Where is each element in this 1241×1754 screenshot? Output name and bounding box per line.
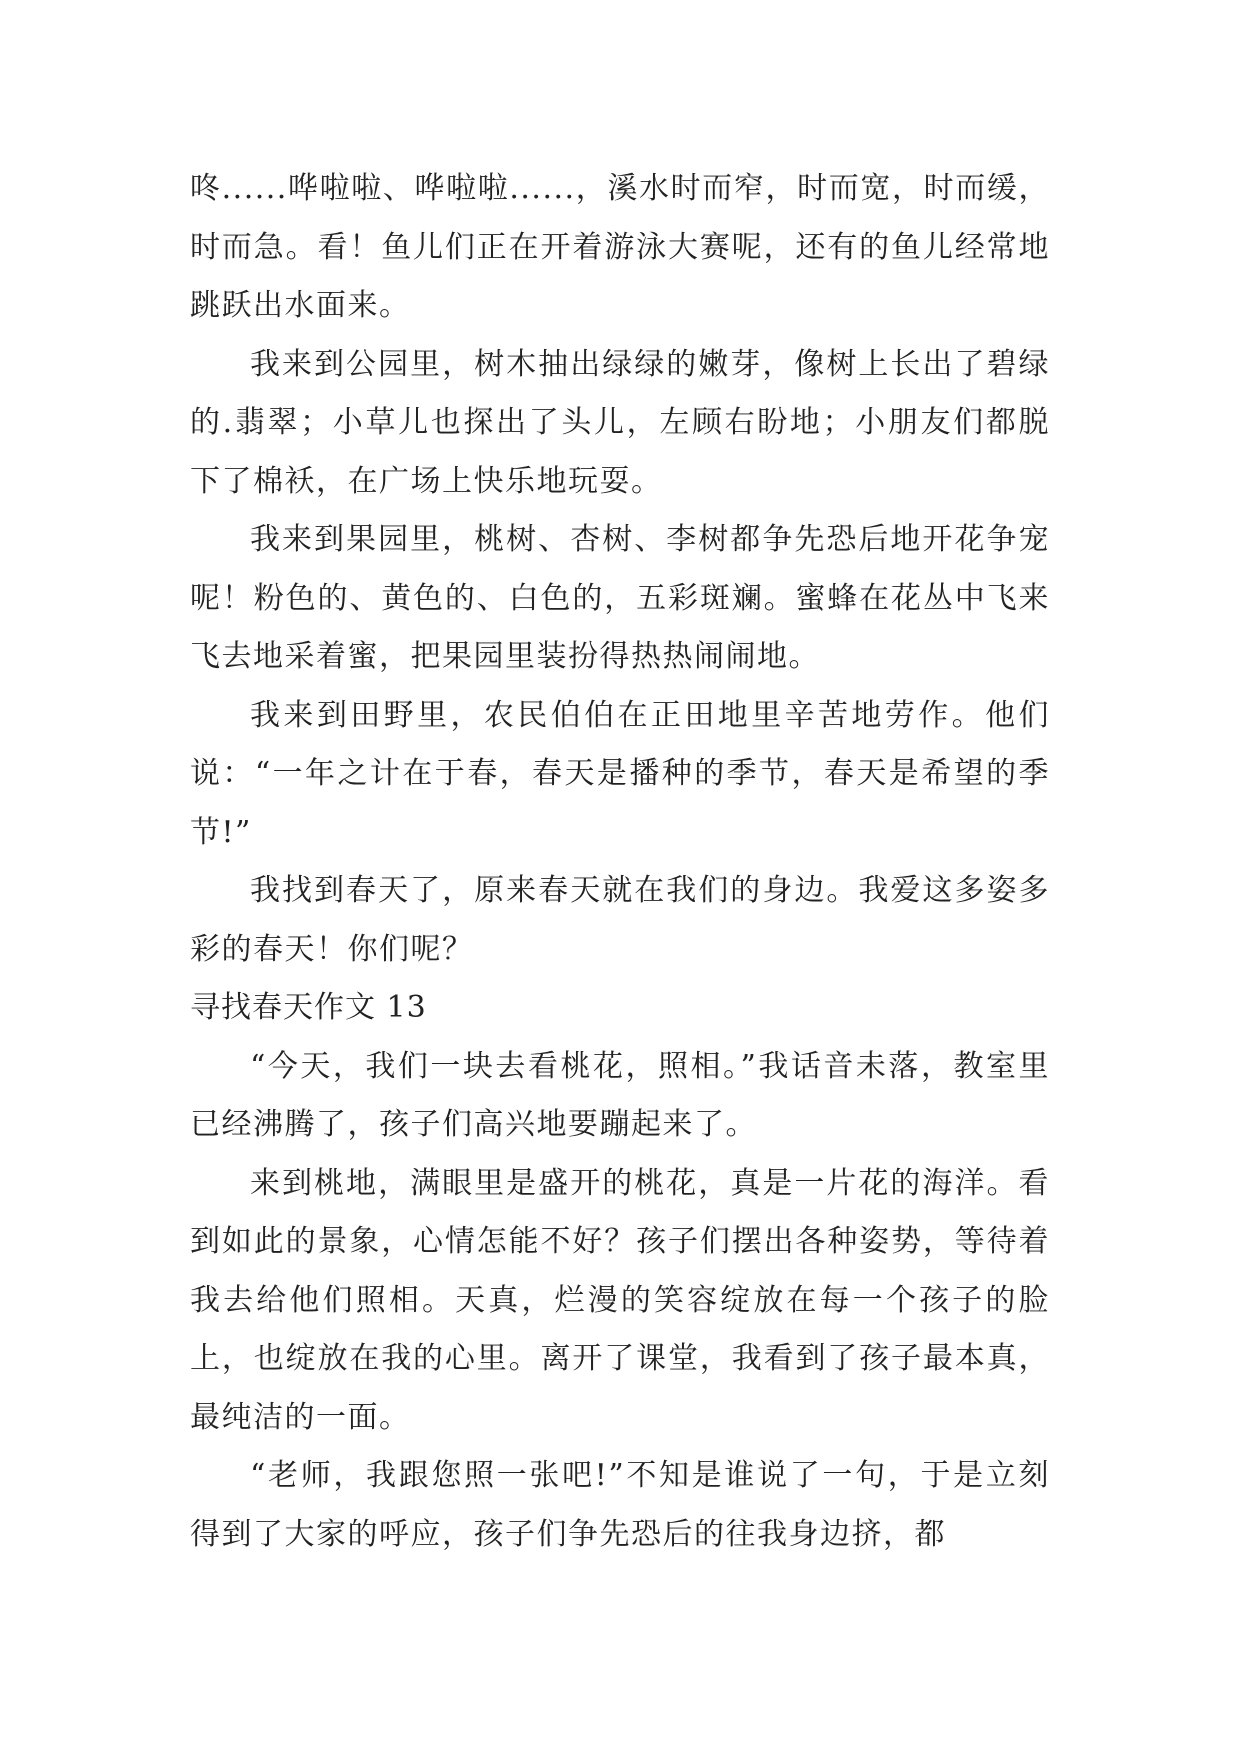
paragraph-2: 我来到公园里，树木抽出绿绿的嫩芽，像树上长出了碧绿的.翡翠；小草儿也探出了头儿，左顾右盼地；小朋友们都脱下了棉袄，在广场上快乐地玩耍。 [190, 346, 1050, 499]
paragraph-4: 我来到田野里，农民伯伯在正田地里辛苦地劳作。他们说：“一年之计在于春，春天是播种的季节，春天是希望的季节!” [190, 697, 1050, 850]
paragraph-8: “老师，我跟您照一张吧!”不知是谁说了一句，于是立刻得到了大家的呼应，孩子们争先恐后的往我身边挤，都 [190, 1458, 1050, 1552]
document-body [190, 160, 1050, 1564]
paragraph-3: 我来到果园里，桃树、杏树、李树都争先恐后地开花争宠呢！粉色的、黄色的、白色的，五彩斑斓。蜜蜂在花丛中飞来飞去地采着蜜，把果园里装扮得热热闹闹地。 [190, 522, 1050, 674]
paragraph-5: 我找到春天了，原来春天就在我们的身边。我爱这多姿多彩的春天！你们呢？ [190, 873, 1050, 967]
paragraph-7: 来到桃地，满眼里是盛开的桃花，真是一片花的海洋。看到如此的景象，心情怎能不好？孩子们摆出各种姿势，等待着我去给他们照相。天真，烂漫的笑容绽放在每一个孩子的脸上，也绽放在我的心里。离开了课堂，我看到了孩子最本真，最纯洁的一面。 [190, 1165, 1050, 1435]
paragraph-6: “今天，我们一块去看桃花，照相。”我话音未落，教室里已经沸腾了，孩子们高兴地要蹦起来了。 [190, 1048, 1050, 1142]
paragraph-1: 咚......哗啦啦、哗啦啦......，溪水时而窄，时而宽，时而缓，时而急。看！鱼儿们正在开着游泳大赛呢，还有的鱼儿经常地跳跃出水面来。 [190, 171, 1050, 323]
section-title: 寻找春天作文 13 [190, 990, 427, 1025]
